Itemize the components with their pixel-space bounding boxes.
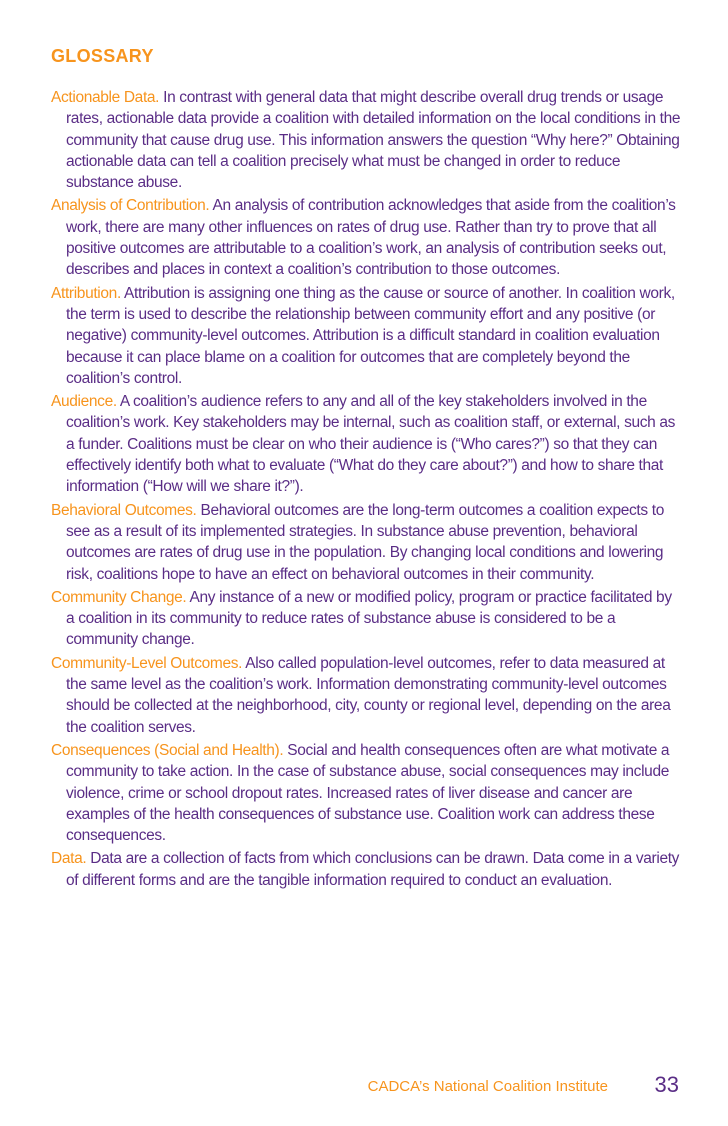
glossary-entry xyxy=(51,740,681,846)
glossary-entry xyxy=(51,87,681,193)
glossary-definition: Data are a collection of facts from which conclusions can be drawn. Data come in a variety of different forms and are the tangible information required to conduct an evaluation. xyxy=(66,850,680,889)
glossary-entry xyxy=(51,848,681,891)
glossary-definition: In contrast with general data that might describe overall drug trends or usage rates, actionable data provide a coalition with detailed information on the local conditions in the community that cause drug use. This information answers the question “Why here?” Obtaining actionable data can tell a coalition precisely what must be changed in order to reduce substance abuse. xyxy=(66,89,681,192)
publisher-label: CADCA’s National Coalition Institute xyxy=(367,1078,608,1095)
glossary-entry xyxy=(51,195,681,280)
glossary-definition: Any instance of a new or modified policy, program or practice facilitated by a coalition in its community to reduce rates of substance abuse is considered to be a community change. xyxy=(66,588,672,649)
glossary-entry xyxy=(51,391,681,497)
page-title: GLOSSARY xyxy=(51,46,154,66)
glossary-entry xyxy=(51,283,681,389)
glossary-term: Behavioral Outcomes. xyxy=(51,501,197,519)
glossary-list xyxy=(51,87,681,893)
glossary-entry xyxy=(51,653,681,738)
glossary-term: Data. xyxy=(51,850,87,868)
glossary-term: Consequences (Social and Health). xyxy=(51,741,284,759)
glossary-term: Community Change. xyxy=(51,588,187,606)
glossary-entry xyxy=(51,500,681,585)
glossary-term: Analysis of Contribution. xyxy=(51,197,210,215)
page-number: 33 xyxy=(654,1072,679,1097)
glossary-definition: Behavioral outcomes are the long-term outcomes a coalition expects to see as a result of its implemented strategies. In substance abuse prevention, behavioral outcomes are rates of drug use in the population. By changing local conditions and lowering risk, coalitions hope to have an effect on behavioral outcomes in their community. xyxy=(66,501,664,583)
glossary-term: Attribution. xyxy=(51,284,121,302)
glossary-term: Actionable Data. xyxy=(51,89,160,106)
glossary-definition: Attribution is assigning one thing as the cause or source of another. In coalition work, the term is used to describe the relationship between community effort and any positive (or negative) community-level outcomes. Attribution is a difficult standard in coalition evaluation because it can place blame on a coalition for outcomes that are completely beyond the coalition’s control. xyxy=(66,284,675,387)
glossary-definition: An analysis of contribution acknowledges that aside from the coalition’s work, there are many other influences on rates of drug use. Rather than try to prove that all positive outcomes are attributable to a coalition’s work, an analysis of contribution seeks out, describes and places in context a coalition’s contribution to those outcomes. xyxy=(66,197,676,279)
page-footer xyxy=(0,1072,728,1102)
glossary-term: Community-Level Outcomes. xyxy=(51,654,243,672)
glossary-entry xyxy=(51,587,681,651)
glossary-definition: A coalition’s audience refers to any and all of the key stakeholders involved in the coalition’s work. Key stakeholders may be internal, such as coalition staff, or external, such as a funder. Coalitions must be clear on who their audience is (“Who cares?”) so that they can effectively identify both what to evaluate (“What do they care about?”) and how to share that information (“How will we share it?”). xyxy=(66,393,676,496)
glossary-definition: Social and health consequences often are what motivate a community to take action. In the case of substance abuse, social consequences may include violence, crime or school dropout rates. Increased rates of liver disease and cancer are examples of the health consequences of substance use. Coalition work can address these consequences. xyxy=(66,741,670,845)
glossary-definition: Also called population-level outcomes, refer to data measured at the same level as the coalition’s work. Information demonstrating community-level outcomes should be collected at the neighborhood, city, county or regional level, depending on the area the coalition serves. xyxy=(66,654,671,736)
glossary-term: Audience. xyxy=(51,393,117,411)
